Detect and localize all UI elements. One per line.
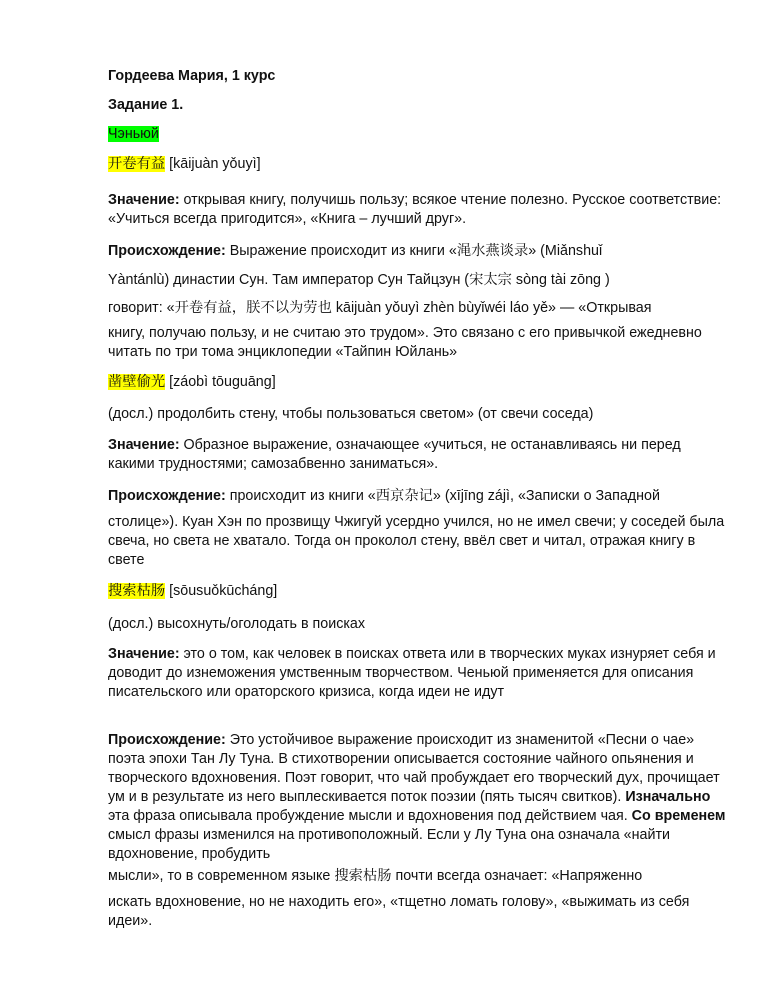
idiom-2-meaning-label: Значение:: [108, 437, 180, 453]
idiom-3-origin-paragraph: [108, 731, 728, 864]
idiom-2-meaning: [108, 436, 728, 474]
idiom-2-pinyin: [záobì tōuguāng]: [165, 374, 276, 390]
idiom-3-origin-line-g: искать вдохновение, но не находить его», «тщетно ломать голову», «выжимать из себя идеи».: [108, 894, 690, 929]
idiom-2-origin-line-1: [108, 487, 728, 506]
idiom-1-origin-text-1: Выражение происходит из книги «渑水燕谈录» (Miǎnshuǐ: [225, 243, 603, 259]
idiom-1-meaning: [108, 191, 728, 229]
idiom-2-heading: [108, 373, 728, 392]
idiom-3-pinyin: [sōusuǒkūcháng]: [165, 583, 278, 599]
idiom-1-heading: [108, 155, 728, 174]
idiom-2-hanzi: 凿壁偷光: [108, 374, 166, 390]
task-heading: Задание 1.: [108, 97, 184, 113]
idiom-3-origin-bold-originally: Изначально: [625, 789, 711, 805]
idiom-3-origin-text-c: эта фраза описывала пробуждение мысли и вдохновения под действием чая.: [108, 808, 632, 824]
idiom-1-origin-line-3: говорит: «开卷有益，朕不以为劳也 kāijuàn yǒuyì zhèn bùyǐwéi láo yě» — «Открывая: [108, 300, 652, 316]
idiom-3-meaning-label: Значение:: [108, 646, 180, 662]
idiom-3-meaning-text: это о том, как человек в поисках ответа или в творческих муках изнуряет себя и доводит до изнеможения умственным творчеством. Ченьюй применяется для описания писательского или ораторского кризиса, когда идеи не идут: [108, 646, 716, 700]
idiom-2-origin-text-1: происходит из книги «西京杂记» (xījīng zájì, «Записки о Западной: [225, 488, 660, 504]
idiom-3-origin-bold-over-time: Со временем: [631, 808, 726, 824]
idiom-2-literal: (досл.) продолбить стену, чтобы пользоваться светом» (от свечи соседа): [108, 406, 594, 422]
category-label: [108, 125, 728, 144]
idiom-1-origin-line-1: [108, 242, 728, 261]
idiom-2-origin-line-2: столице»). Куан Хэн по прозвищу Чжигуй усердно учился, но не имел свечи; у соседей была свеча, но света не хватало. Тогда он проколол стену, ввёл свет и читал, отражая книгу в свете: [108, 514, 725, 568]
idiom-1-origin-line-4: книгу, получаю пользу, и не считаю это трудом». Это связано с его привычкой ежедневно читать по три тома энциклопедии «Тайпин Юйлань»: [108, 325, 702, 360]
idiom-3-origin-line-f: мысли», то в современном языке 搜索枯肠 почти всегда означает: «Напряженно: [108, 868, 643, 884]
idiom-3-origin-text-e: смысл фразы изменился на противоположный. Если у Лу Туна она означала «найти вдохновение, пробудить: [108, 827, 670, 862]
author-line: Гордеева Мария, 1 курс: [108, 68, 276, 84]
idiom-3-hanzi: 搜索枯肠: [108, 583, 166, 599]
idiom-1-meaning-text: открывая книгу, получишь пользу; всякое чтение полезно. Русское соответствие: «Учиться всегда пригодится», «Книга – лучший друг».: [108, 192, 722, 227]
idiom-1-hanzi: 开卷有益: [108, 156, 166, 172]
idiom-1-origin-line-2: Yàntánlù) династии Сун. Там император Сун Тайцзун (宋太宗 sòng tài zōng ): [108, 272, 610, 288]
idiom-3-meaning: [108, 645, 728, 702]
idiom-1-meaning-label: Значение:: [108, 192, 180, 208]
category-highlight: Чэньюй: [108, 126, 159, 142]
idiom-2-meaning-text: Образное выражение, означающее «учиться, не останавливаясь ни перед какими трудностями; самозабвенно заниматься».: [108, 437, 681, 472]
idiom-2-origin-label: Происхождение:: [108, 488, 226, 504]
idiom-1-pinyin: [kāijuàn yǒuyì]: [165, 156, 261, 172]
idiom-3-origin-text-a: Это устойчивое выражение происходит из знаменитой «Песни о чае» поэта эпохи Тан Лу Туна. В стихотворении описывается состояние чайного опьянения и творческого вдохновения. Поэт говорит, что чай пробуждает его творческий дух, прочищает ум и в результате из него выплескивается поток поэзии (пять тысяч свитков).: [108, 732, 720, 805]
idiom-3-origin-label: Происхождение:: [108, 732, 226, 748]
idiom-1-origin-label: Происхождение:: [108, 243, 226, 259]
idiom-3-literal: (досл.) высохнуть/оголодать в поисках: [108, 616, 366, 632]
idiom-3-heading: [108, 582, 728, 601]
